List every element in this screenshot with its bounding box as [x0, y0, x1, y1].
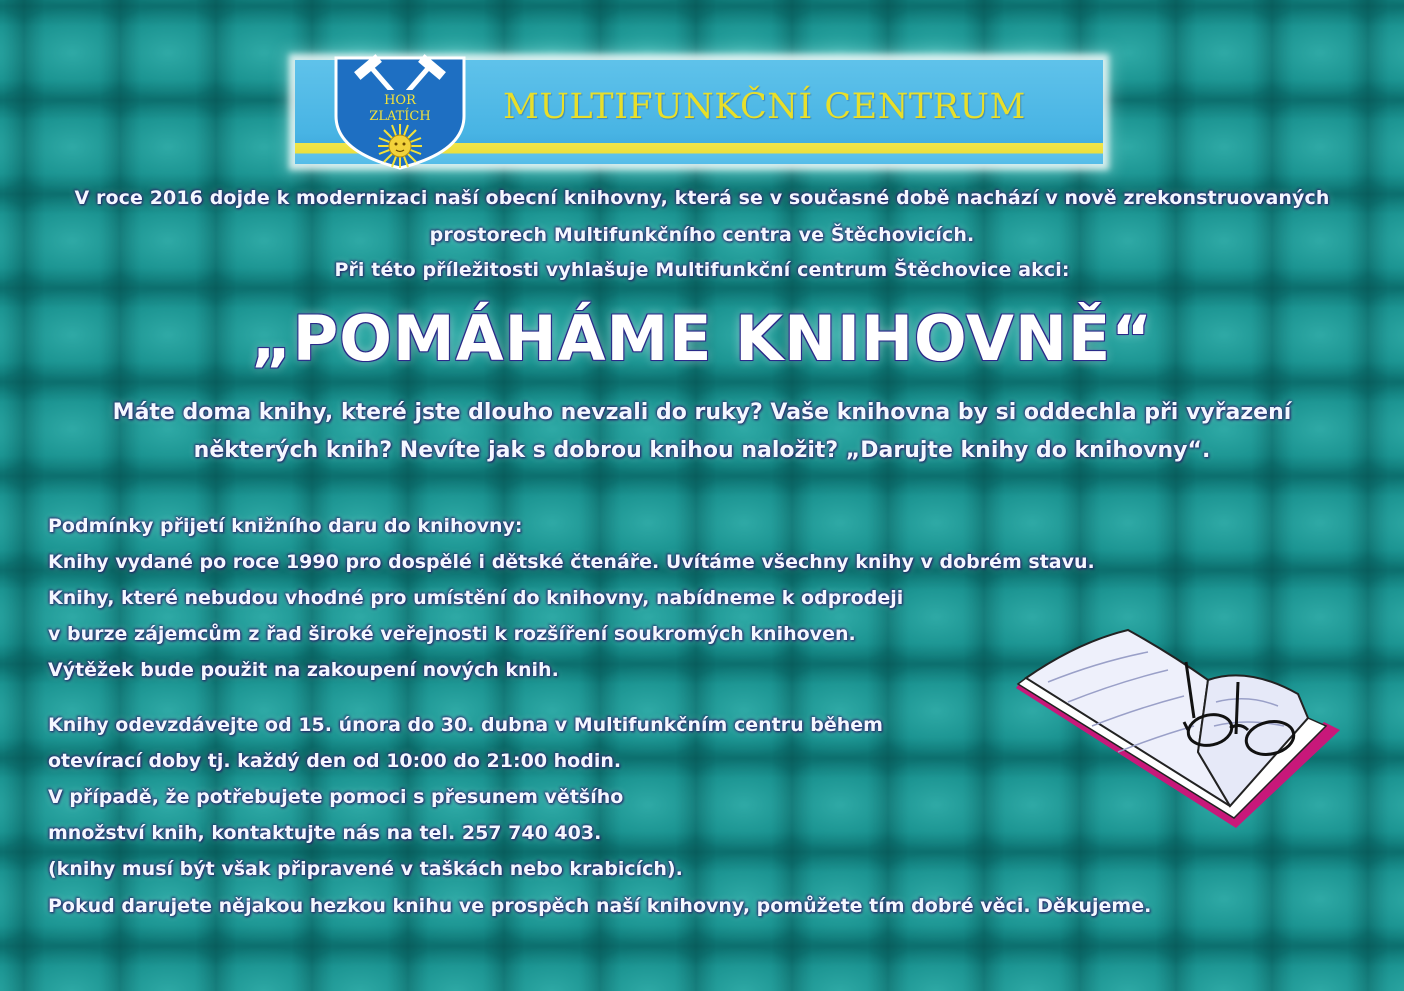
open-book-with-glasses-icon: [1008, 622, 1348, 836]
crest-text-bottom: ZLATÍCH: [369, 109, 431, 124]
instructions-line: (knihy musí být však připravené v taškách nebo krabicích).: [48, 858, 683, 880]
campaign-headline: „POMÁHÁME KNIHOVNĚ“: [251, 302, 1153, 375]
contact-phone-line: množství knih, kontaktujte nás na tel. 257 740 403.: [48, 822, 602, 844]
instructions-line: Knihy odevzdávejte od 15. února do 30. dubna v Multifunkčním centru během: [48, 714, 883, 736]
conditions-heading: Podmínky přijetí knižního daru do knihovny:: [48, 515, 523, 537]
banner-title: MULTIFUNKČNÍ CENTRUM: [503, 87, 1026, 127]
conditions-line: Knihy vydané po roce 1990 pro dospělé i dětské čtenáře. Uvítáme všechny knihy v dobrém stavu.: [48, 551, 1095, 573]
conditions-line: Knihy, které nebudou vhodné pro umístění do knihovny, nabídneme k odprodeji: [48, 587, 904, 609]
intro-line-3: Při této příležitosti vyhlašuje Multifunkční centrum Štěchovice akci:: [334, 259, 1070, 281]
conditions-line: v burze zájemcům z řad široké veřejnosti k rozšíření soukromých knihoven.: [48, 623, 856, 645]
conditions-line: Výtěžek bude použit na zakoupení nových knih.: [48, 659, 559, 681]
municipal-crest-icon: [330, 54, 470, 172]
intro-line-1: V roce 2016 dojde k modernizaci naší obecní knihovny, která se v současné době nachází v nově zrekonstruovaných: [74, 187, 1330, 209]
instructions-line: V případě, že potřebujete pomoci s přesunem většího: [48, 786, 624, 808]
thank-you-line: Pokud darujete nějakou hezkou knihu ve prospěch naší knihovny, pomůžete tím dobré věci. Děkujeme.: [48, 895, 1152, 917]
subtext-line-2: některých knih? Nevíte jak s dobrou knihou naložit? „Darujte knihy do knihovny“.: [193, 438, 1211, 463]
intro-line-2: prostorech Multifunkčního centra ve Štěchovicích.: [429, 224, 975, 246]
header-banner: [295, 60, 1103, 164]
instructions-line: otevírací doby tj. každý den od 10:00 do 21:00 hodin.: [48, 750, 622, 772]
subtext-line-1: Máte doma knihy, které jste dlouho nevzali do ruky? Vaše knihovna by si oddechla při vyřazení: [112, 400, 1292, 425]
crest-text-top: HOR: [384, 93, 416, 108]
